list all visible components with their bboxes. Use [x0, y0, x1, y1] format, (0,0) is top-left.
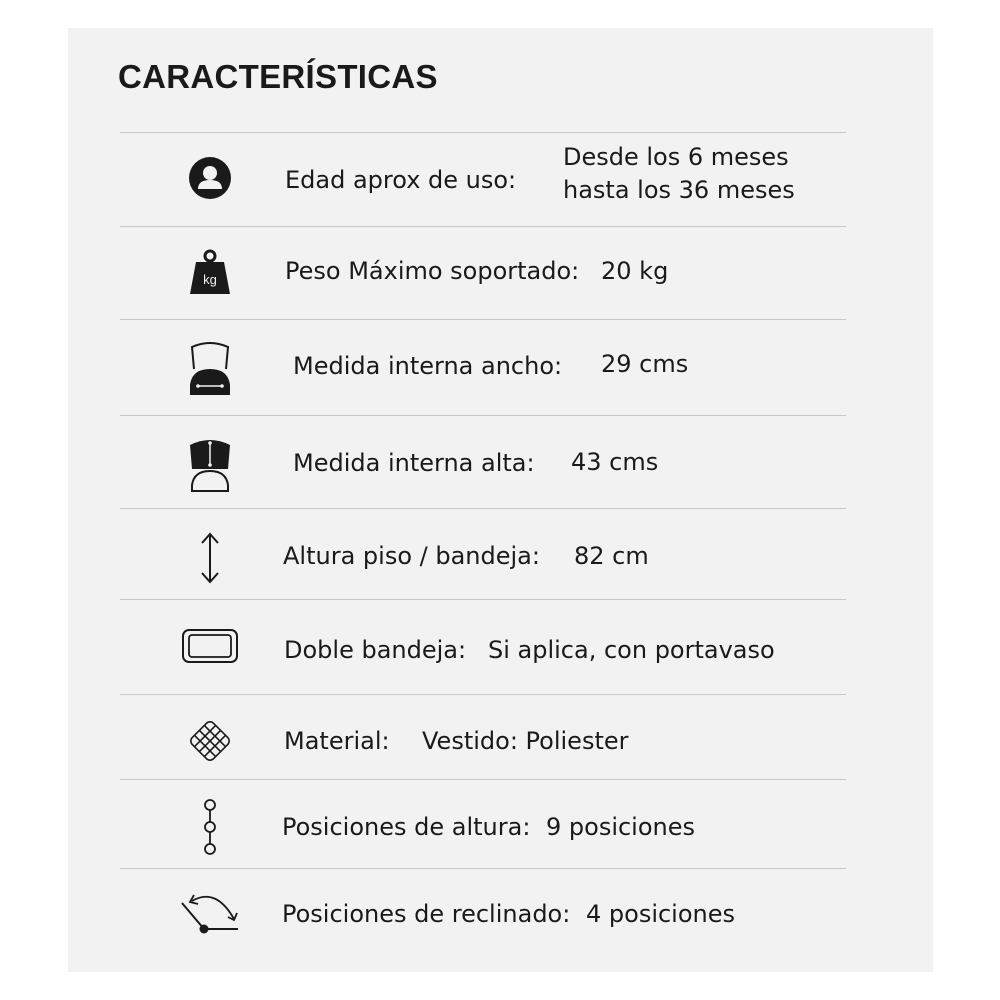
feature-label: Medida interna ancho: [293, 352, 563, 380]
divider [120, 415, 846, 416]
divider [120, 868, 846, 869]
height-positions-icon [178, 795, 242, 859]
feature-value: 29 cms [601, 350, 689, 378]
feature-label: Material: [284, 727, 390, 755]
fabric-weave-icon [178, 709, 242, 773]
feature-label: Posiciones de reclinado: [282, 900, 571, 928]
divider [120, 132, 846, 133]
tray-icon [178, 614, 242, 678]
divider [120, 319, 846, 320]
divider [120, 508, 846, 509]
divider [120, 599, 846, 600]
feature-label: Peso Máximo soportado: [285, 257, 580, 285]
divider [120, 779, 846, 780]
page-title: CARACTERÍSTICAS [118, 58, 438, 95]
weight-kg-icon [178, 240, 242, 304]
feature-value: 43 cms [571, 448, 659, 476]
feature-value: Si aplica, con portavaso [488, 636, 775, 664]
feature-label: Edad aprox de uso: [285, 166, 517, 194]
feature-value [563, 141, 795, 207]
seat-width-icon [178, 337, 242, 401]
user-avatar-icon [178, 146, 242, 210]
vertical-arrows-icon [178, 526, 242, 590]
feature-value-line: Desde los 6 meses [563, 143, 789, 171]
feature-value: Vestido: Poliester [422, 727, 629, 755]
feature-value: 4 posiciones [586, 900, 736, 928]
feature-label: Posiciones de altura: [282, 813, 531, 841]
recline-icon [178, 880, 242, 944]
divider [120, 694, 846, 695]
divider [120, 226, 846, 227]
feature-label: Doble bandeja: [284, 636, 467, 664]
feature-value: 82 cm [574, 542, 649, 570]
weight-unit-text: kg [203, 272, 217, 287]
feature-label: Altura piso / bandeja: [283, 542, 540, 570]
feature-value: 20 kg [601, 257, 669, 285]
seat-height-icon [178, 433, 242, 497]
feature-label: Medida interna alta: [293, 449, 535, 477]
feature-value-line: hasta los 36 meses [563, 176, 795, 204]
feature-value: 9 posiciones [546, 813, 696, 841]
